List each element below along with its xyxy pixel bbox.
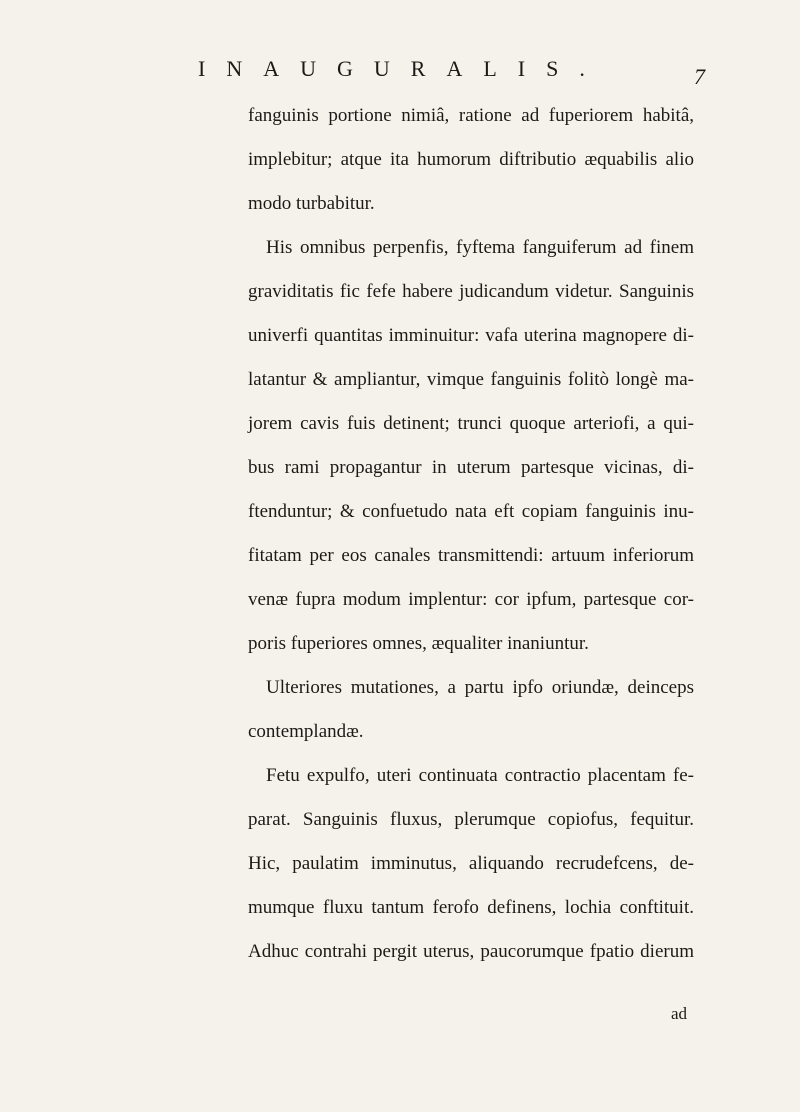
- page-number: 7: [694, 64, 705, 89]
- text-line: venæ fupra modum implentur: cor ipfum, partesque cor-: [248, 589, 694, 610]
- text-line: latantur & ampliantur, vimque fanguinis folitò longè ma-: [248, 369, 694, 390]
- text-line: mumque fluxu tantum ferofo definens, lochia conftituit.: [248, 897, 694, 918]
- text-line: fanguinis portione nimiâ, ratione ad fuperiorem habitâ,: [248, 105, 694, 126]
- text-line: ftenduntur; & confuetudo nata eft copiam fanguinis inu-: [248, 501, 694, 522]
- text-line: contemplandæ.: [248, 721, 364, 742]
- text-line: bus rami propagantur in uterum partesque vicinas, di-: [248, 457, 694, 478]
- text-line: graviditatis fic fefe habere judicandum videtur. Sanguinis: [248, 281, 694, 302]
- text-line: Adhuc contrahi pergit uterus, paucorumque fpatio dierum: [248, 941, 694, 962]
- running-title: INAUGURALIS.: [198, 56, 606, 81]
- text-line: poris fuperiores omnes, æqualiter inaniuntur.: [248, 633, 589, 654]
- text-line: fitatam per eos canales transmittendi: artuum inferiorum: [248, 545, 694, 566]
- text-line: modo turbabitur.: [248, 193, 375, 214]
- text-line: implebitur; atque ita humorum diftributio æquabilis alio: [248, 149, 694, 170]
- text-line: Ulteriores mutationes, a partu ipfo oriundæ, deinceps: [266, 677, 694, 698]
- catchword: ad: [671, 1004, 688, 1023]
- text-line: parat. Sanguinis fluxus, plerumque copiofus, fequitur.: [248, 809, 694, 830]
- text-line: univerfi quantitas imminuitur: vafa uterina magnopere di-: [248, 325, 694, 346]
- text-line: His omnibus perpenfis, fyftema fanguiferum ad finem: [266, 237, 694, 258]
- text-line: Fetu expulfo, uteri continuata contractio placentam fe-: [266, 765, 694, 786]
- text-line: Hic, paulatim imminutus, aliquando recrudefcens, de-: [248, 853, 694, 874]
- text-line: jorem cavis fuis detinent; trunci quoque arteriofi, a qui-: [248, 413, 694, 434]
- body-text: [248, 94, 694, 974]
